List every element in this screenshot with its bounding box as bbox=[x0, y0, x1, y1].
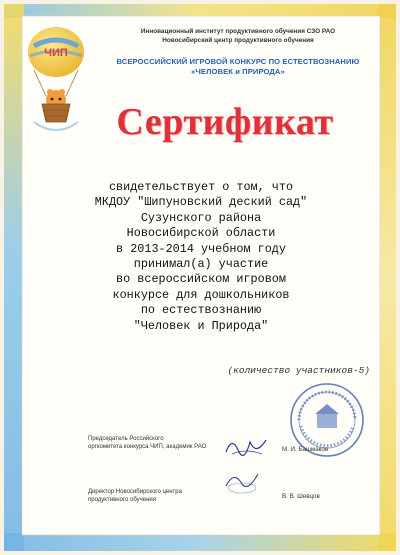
body-line: Сузунского района bbox=[140, 210, 262, 225]
body-line: принимал(а) участие bbox=[133, 257, 269, 272]
director-signature bbox=[222, 468, 262, 496]
balloon-label: ЧИП bbox=[44, 47, 68, 59]
chairman-title-line-2: оргкомитета конкурса ЧИП, академик РАО bbox=[88, 443, 207, 450]
body-line: в 2013-2014 учебном году bbox=[116, 241, 286, 256]
chairman-name: М. И. Башмаков bbox=[282, 446, 329, 453]
organization-line-2: Новосибирский центр продуктивного обучения bbox=[162, 37, 314, 44]
body-line: Новосибирской области bbox=[126, 226, 276, 241]
chairman-signature bbox=[222, 432, 272, 462]
participants-count: (количество участников-5) bbox=[227, 365, 370, 376]
body-line: конкурсе для дошкольников bbox=[112, 287, 290, 302]
chairman-title bbox=[88, 436, 206, 451]
director-title bbox=[88, 489, 182, 504]
director-title-line-2: продуктивного обучения bbox=[88, 496, 157, 503]
body-line: во всероссийском игровом bbox=[116, 272, 286, 287]
body-line: МКДОУ "Шипуновский деский сад" bbox=[94, 195, 308, 210]
body-line: по естествознанию bbox=[140, 303, 262, 318]
director-name: В. В. Шевцов bbox=[282, 493, 320, 500]
contest-title-line-2: «ЧЕЛОВЕК и ПРИРОДА» bbox=[191, 67, 285, 76]
organization-line-1: Инновационный институт продуктивного обучения СЗО РАО bbox=[140, 28, 336, 35]
contest-title-line-1: ВСЕРОССИЙСКИЙ ИГРОВОЙ КОНКУРС ПО ЕСТЕСТВОЗНАНИЮ bbox=[116, 57, 360, 66]
body-line: свидетельствует о том, что bbox=[108, 180, 294, 194]
certificate-body bbox=[36, 180, 366, 334]
body-line: "Человек и Природа" bbox=[133, 318, 269, 333]
certificate-title: Сертификат bbox=[116, 101, 334, 143]
chairman-title-line-1: Председатель Российского bbox=[88, 436, 164, 442]
director-title-line-1: Директор Новосибирского центра bbox=[88, 489, 182, 495]
